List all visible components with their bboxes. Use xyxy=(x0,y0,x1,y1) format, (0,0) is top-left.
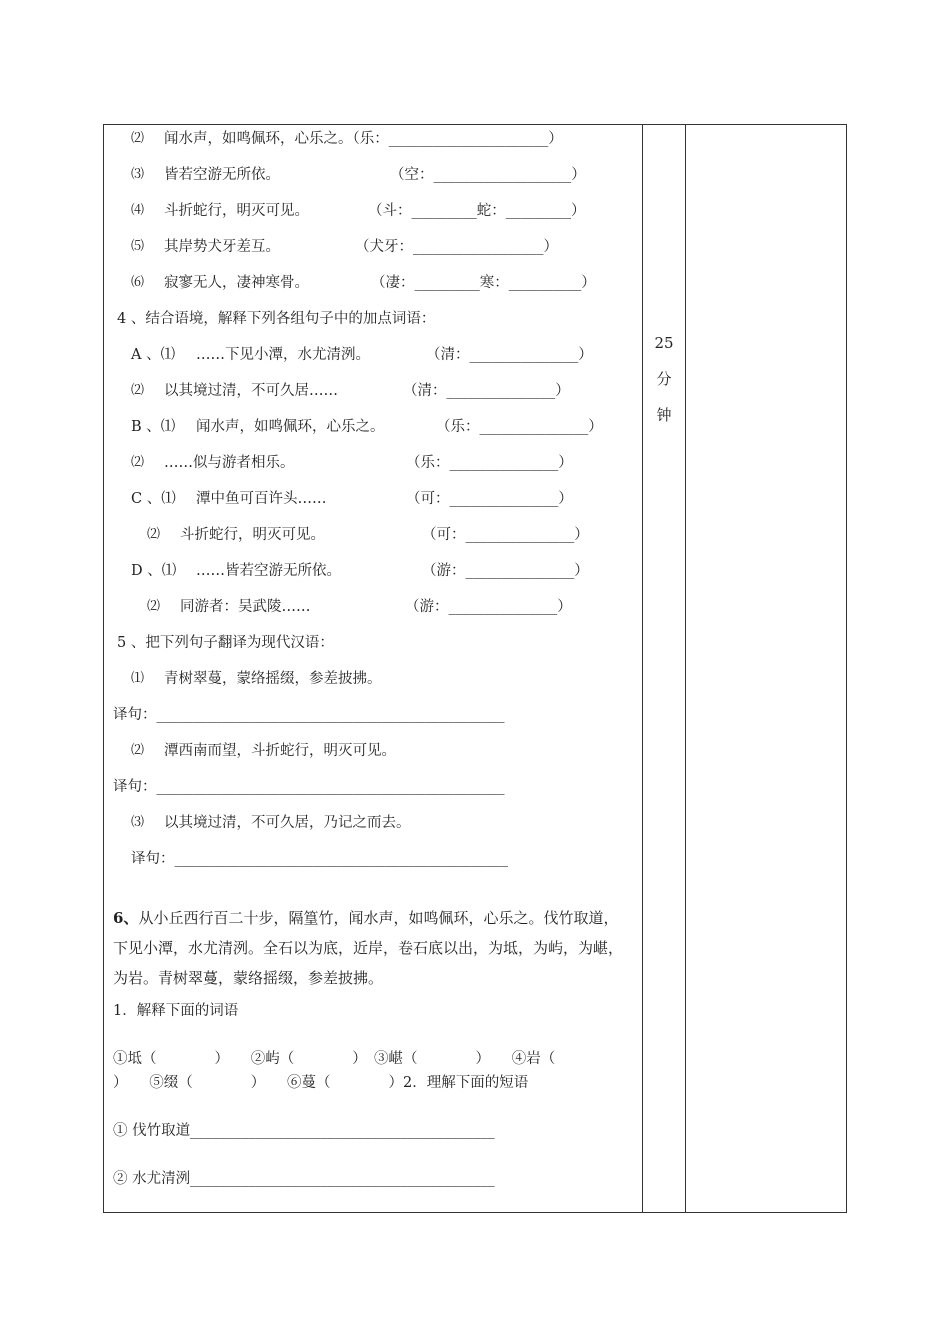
q5-answer-line: 译句：________________________________________________ xyxy=(113,779,505,795)
q6-sub-question: 1．解释下面的词语 xyxy=(113,1003,239,1019)
q6-words-line: ①坻（ ） ②屿（ ） ③嵁（ ） ④岩（ xyxy=(113,1051,556,1067)
column-divider xyxy=(642,125,643,1212)
q6-passage: 6、从小丘西行百二十步，隔篁竹，闻水声，如鸣佩环，心乐之。伐竹取道，下见小潭，水尤清洌。全石以为底，近岸，卷石底以出，为坻，为屿，为嵁，为岩。青树翠蔓，蒙络摇缀，参差披拂。 xyxy=(113,909,624,987)
q5-answer-line: 译句：________________________________________________ xyxy=(113,707,505,723)
q5-answer-line: 译句：______________________________________________ xyxy=(131,851,508,867)
q4-title: 4 、结合语境，解释下列各组句子中的加点词语： xyxy=(117,311,436,327)
q5-title: 5 、把下列句子翻译为现代汉语： xyxy=(117,635,334,651)
q6-phrase-line: ① 伐竹取道__________________________________________ xyxy=(113,1123,495,1139)
time-unit: 钟 xyxy=(656,406,672,424)
column-divider xyxy=(685,125,686,1212)
worksheet-table xyxy=(103,124,847,1213)
time-number: 25 xyxy=(654,334,674,352)
q6-words-line: ） ⑤缀（ ） ⑥蔓（ ）2．理解下面的短语 xyxy=(113,1075,529,1091)
questions-cell: ⑵ 闻水声，如鸣佩环，心乐之。（乐：______________________） ⑶ 皆若空游无所依。 （空：___________________） ⑷ 斗折蛇行，明灭可见。 （斗：_________蛇：_________） ⑸ 其岸势犬牙差互。 （犬牙：__________________） ⑹ 寂寥无人，凄神寒骨。 （凄：_________寒：__________） 4 、结合语境，解释下列各组句子中的加点词语： A 、⑴ ……下见小潭，水尤清洌。 （清：_______________） ⑵ 以其境过清，不可久居…… （清：_______________） B 、⑴ 闻水声，如鸣佩环，心乐之。 （乐：_______________） ⑵ ……似与游者相乐。 （乐：_______________） C 、⑴ 潭中鱼可百许头…… （可：_______________） ⑵ 斗折蛇行，明灭可见。 （可：_______________） D 、⑴ ……皆若空游无所依。 （游：_______________） ⑵ 同游者：吴武陵…… （游：_______________） 5 、把下列句子翻译为现代汉语： ⑴ 青树翠蔓，蒙络摇缀，参差披拂。 译句：________________________________________________ ⑵ 潭西南而望，斗折蛇行，明灭可见。 译句：________________________________________________ ⑶ 以其境过清，不可久居，乃记之而去。 译句：______________________________________________ 6、从小丘西行百二十步，隔篁竹，闻水声，如鸣佩环，心乐之。伐竹取道，下见小潭，水尤清洌。全石以为底，近岸，卷石底以出，为坻，为屿，为嵁，为岩。青树翠蔓，蒙络摇缀，参差披拂。 1．解释下面的词语 ①坻（ ） ②屿（ ） ③嵁（ ） ④岩（ ） ⑤缀（ ） ⑥蔓（ ）2．理解下面的短语 ① 伐竹取道__________________________________________ ② 水尤清洌__________________________________________ xyxy=(104,125,642,1212)
q6-phrase-line: ② 水尤清洌__________________________________________ xyxy=(113,1171,495,1187)
time-cell xyxy=(643,325,685,433)
time-unit: 分 xyxy=(656,370,672,388)
